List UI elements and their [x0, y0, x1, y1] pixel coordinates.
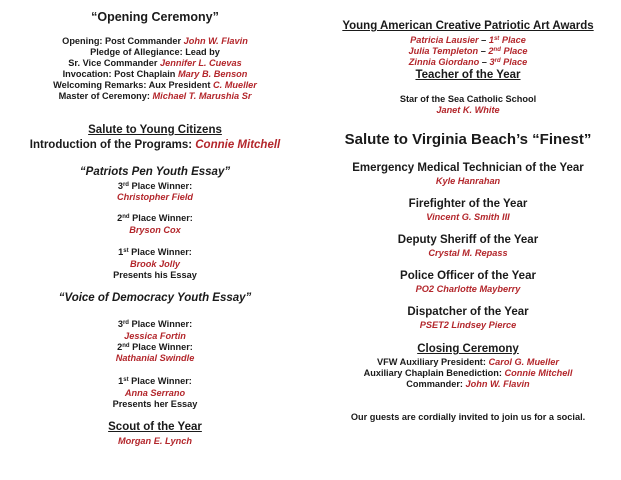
opening-row: Welcoming Remarks: Aux President C. Mueller [53, 80, 257, 90]
award-title: Dispatcher of the Year [407, 306, 529, 318]
closing-row: Commander: John W. Flavin [406, 379, 530, 389]
closing-ceremony-title: Closing Ceremony [417, 343, 519, 355]
award-name: PO2 Charlotte Mayberry [415, 284, 521, 294]
scout-of-the-year-title: Scout of the Year [108, 421, 202, 433]
art-winner: Zinnia Giordano – 3rd Place [408, 57, 528, 67]
opening-row: Opening: Post Commander John W. Flavin [62, 36, 248, 46]
award-name: Kyle Hanrahan [435, 176, 501, 186]
winner-name: Nathanial Swindle [115, 353, 195, 363]
award-name: Vincent G. Smith III [426, 212, 510, 222]
art-awards-title: Young American Creative Patriotic Art Awards [342, 20, 594, 32]
winner-name: Bryson Cox [129, 225, 181, 235]
salute-intro: Introduction of the Programs: Connie Mitchell [29, 139, 281, 151]
opening-row: Pledge of Allegiance: Lead by [90, 47, 220, 57]
award-title: Deputy Sheriff of the Year [397, 234, 539, 246]
place-label: 2nd Place Winner: [117, 213, 193, 223]
award-title: Emergency Medical Technician of the Year [352, 162, 584, 174]
left-column [0, 0, 310, 480]
award-name: PSET2 Lindsey Pierce [419, 320, 517, 330]
finest-title: Salute to Virginia Beach’s “Finest” [344, 131, 592, 148]
opening-row: Sr. Vice Commander Jennifer L. Cuevas [68, 58, 242, 68]
voice-of-democracy-title: “Voice of Democracy Youth Essay” [58, 292, 252, 304]
teacher-of-the-year-title: Teacher of the Year [415, 69, 521, 81]
award-title: Firefighter of the Year [408, 198, 528, 210]
closing-row: VFW Auxiliary President: Carol G. Mueller [377, 357, 559, 367]
place-label: 3rd Place Winner: [117, 181, 193, 191]
patriots-pen-title: “Patriots Pen Youth Essay” [79, 166, 231, 178]
opening-row: Invocation: Post Chaplain Mary B. Benson [62, 69, 248, 79]
place-label: 1st Place Winner: [118, 247, 192, 257]
presents-essay: Presents her Essay [112, 399, 198, 409]
place-label: 1st Place Winner: [118, 376, 192, 386]
place-label: 3rd Place Winner: [117, 319, 193, 329]
winner-name: Brook Jolly [129, 259, 181, 269]
art-winner: Julia Templeton – 2nd Place [408, 46, 528, 56]
teacher-name: Janet K. White [436, 105, 500, 115]
winner-name: Jessica Fortin [124, 331, 186, 341]
closing-row: Auxiliary Chaplain Benediction: Connie Mitchell [363, 368, 573, 378]
winner-name: Anna Serrano [124, 388, 186, 398]
social-invitation: Our guests are cordially invited to join us for a social. [350, 412, 586, 422]
art-winner: Patricia Lausier – 1st Place [410, 35, 526, 45]
winner-name: Christopher Field [116, 192, 194, 202]
award-name: Crystal M. Repass [428, 248, 508, 258]
presents-essay: Presents his Essay [113, 270, 197, 280]
opening-row: Master of Ceremony: Michael T. Marushia Sr [58, 91, 252, 101]
place-label: 2nd Place Winner: [117, 342, 193, 352]
opening-ceremony-title: “Opening Ceremony” [91, 10, 219, 24]
award-title: Police Officer of the Year [400, 270, 536, 282]
teacher-school: Star of the Sea Catholic School [399, 94, 537, 104]
salute-young-citizens-title: Salute to Young Citizens [88, 124, 222, 136]
right-column [322, 0, 614, 480]
scout-name: Morgan E. Lynch [117, 436, 193, 446]
